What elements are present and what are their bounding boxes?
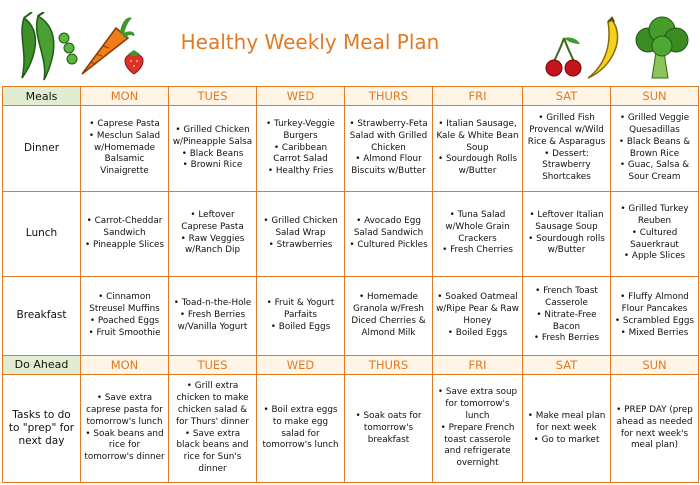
meal-list <box>436 387 519 470</box>
meal-item: • Raw Veggies w/Ranch Dip <box>172 234 253 258</box>
meal-list <box>436 292 519 339</box>
meal-item: • Italian Sausage, Kale & White Bean Soup <box>436 119 519 154</box>
meal-cell <box>169 276 257 355</box>
day-header: SAT <box>523 355 611 374</box>
meal-item: • French Toast Casserole <box>526 286 607 310</box>
meal-list <box>172 125 253 172</box>
meal-item: • Toad-n-the-Hole <box>172 298 253 310</box>
meal-item: • Grilled Chicken Salad Wrap <box>260 216 341 240</box>
day-header: SUN <box>611 355 699 374</box>
meal-list <box>614 292 695 339</box>
row-label: Lunch <box>3 191 81 276</box>
meal-item: • Grilled Chicken w/Pineapple Salsa <box>172 125 253 149</box>
row-label: Dinner <box>3 106 81 191</box>
meal-list <box>614 204 695 263</box>
meal-item: • Healthy Fries <box>260 166 341 178</box>
meal-list <box>526 286 607 345</box>
meal-item: • Sourdough Rolls w/Butter <box>436 154 519 178</box>
banana-icon <box>582 16 628 82</box>
meal-list <box>84 393 165 464</box>
meal-item: • Fruit Smoothie <box>84 328 165 340</box>
meal-item: • Prepare French toast casserole and refrigerate overnight <box>436 423 519 470</box>
meal-item: • Save extra black beans and rice for Sun's dinner <box>172 429 253 476</box>
meal-list <box>436 210 519 257</box>
meal-item: • Black Beans & Brown Rice <box>614 137 695 161</box>
meal-list <box>526 113 607 184</box>
meal-item: • Leftover Caprese Pasta <box>172 210 253 234</box>
meal-item: • Leftover Italian Sausage Soup <box>526 210 607 234</box>
header-row <box>3 87 699 106</box>
day-header: MON <box>81 87 169 106</box>
meal-item: • Cultured Pickles <box>348 240 429 252</box>
meal-cell <box>257 375 345 483</box>
day-header: SUN <box>611 87 699 106</box>
meal-item: • Mixed Berries <box>614 328 695 340</box>
day-header: THURS <box>345 355 433 374</box>
meal-item: • Apple Slices <box>614 251 695 263</box>
meal-cell <box>169 375 257 483</box>
meal-cell <box>81 191 169 276</box>
meal-list <box>526 210 607 257</box>
meal-cell <box>433 276 523 355</box>
meal-item: • Soak oats for tomorrow's breakfast <box>348 411 429 446</box>
do-ahead-label: Do Ahead <box>3 355 81 374</box>
day-header: WED <box>257 355 345 374</box>
meal-cell <box>257 191 345 276</box>
day-header: WED <box>257 87 345 106</box>
meal-item: • Scrambled Eggs <box>614 316 695 328</box>
meal-list <box>348 292 429 339</box>
meal-item: • PREP DAY (prep ahead as needed for next week's meal plan) <box>614 405 695 452</box>
meal-list <box>436 119 519 178</box>
meal-cell <box>169 106 257 191</box>
meal-item: • Fresh Berries <box>526 333 607 345</box>
meal-item: • Boiled Eggs <box>260 322 341 334</box>
meal-cell <box>81 276 169 355</box>
meal-item: • Fruit & Yogurt Parfaits <box>260 298 341 322</box>
meal-item: • Caprese Pasta <box>84 119 165 131</box>
peas-icon <box>14 12 84 84</box>
meal-list <box>260 119 341 178</box>
meal-item: • Sourdough rolls w/Butter <box>526 234 607 258</box>
meal-item: • Tuna Salad w/Whole Grain Crackers <box>436 210 519 245</box>
meal-item: • Turkey-Veggie Burgers <box>260 119 341 143</box>
meal-item: • Guac, Salsa & Sour Cream <box>614 160 695 184</box>
day-header: SAT <box>523 87 611 106</box>
meal-item: • Dessert: Strawberry Shortcakes <box>526 149 607 184</box>
tasks-row <box>3 375 699 483</box>
day-header: TUES <box>169 355 257 374</box>
meal-item: • Pineapple Slices <box>84 240 165 252</box>
meal-list <box>348 119 429 178</box>
meal-list <box>348 216 429 251</box>
meal-item: • Carrot-Cheddar Sandwich <box>84 216 165 240</box>
header-row <box>3 355 699 374</box>
meal-item: • Poached Eggs <box>84 316 165 328</box>
meal-cell <box>523 375 611 483</box>
meal-list <box>84 292 165 339</box>
meal-item: • Cultured Sauerkraut <box>614 228 695 252</box>
meal-cell <box>523 106 611 191</box>
meal-list <box>348 411 429 446</box>
meal-cell <box>81 106 169 191</box>
meal-cell <box>433 106 523 191</box>
meal-item: • Go to market <box>526 435 607 447</box>
day-header: FRI <box>433 87 523 106</box>
meal-plan-table <box>2 86 699 483</box>
meal-item: • Browni Rice <box>172 160 253 172</box>
meal-item: • Caribbean Carrot Salad <box>260 143 341 167</box>
day-header: TUES <box>169 87 257 106</box>
header <box>0 0 700 86</box>
meal-cell <box>345 276 433 355</box>
row-label: Breakfast <box>3 276 81 355</box>
meal-item: • Fresh Cherries <box>436 245 519 257</box>
cherries-icon <box>544 36 584 78</box>
meal-item: • Black Beans <box>172 149 253 161</box>
strawberry-icon <box>120 48 148 76</box>
meal-item: • Homemade Granola w/Fresh Diced Cherries & Almond Milk <box>348 292 429 339</box>
meal-item: • Soak beans and rice for tomorrow's dinner <box>84 429 165 464</box>
meal-item: • Fluffy Almond Flour Pancakes <box>614 292 695 316</box>
meal-item: • Grilled Veggie Quesadillas <box>614 113 695 137</box>
meal-list <box>172 381 253 475</box>
meal-list <box>614 113 695 184</box>
meal-item: • Boil extra eggs to make egg salad for tomorrow's lunch <box>260 405 341 452</box>
meal-item: • Save extra soup for tomorrow's lunch <box>436 387 519 422</box>
day-header: THURS <box>345 87 433 106</box>
meal-row <box>3 106 699 191</box>
meal-cell <box>611 375 699 483</box>
meal-row <box>3 191 699 276</box>
meal-item: • Strawberry-Feta Salad with Grilled Chicken <box>348 119 429 154</box>
meal-item: • Save extra caprese pasta for tomorrow's lunch <box>84 393 165 428</box>
meal-item: • Mesclun Salad w/Homemade Balsamic Vinaigrette <box>84 131 165 178</box>
meal-item: • Boiled Eggs <box>436 328 519 340</box>
meal-item: • Grill extra chicken to make chicken salad & for Thurs' dinner <box>172 381 253 428</box>
meal-item: • Strawberries <box>260 240 341 252</box>
meal-item: • Avocado Egg Salad Sandwich <box>348 216 429 240</box>
meal-cell <box>611 191 699 276</box>
meal-item: • Grilled Turkey Reuben <box>614 204 695 228</box>
meal-item: • Grilled Fish Provencal w/Wild Rice & Asparagus <box>526 113 607 148</box>
meal-cell <box>81 375 169 483</box>
meals-label: Meals <box>3 87 81 106</box>
meal-cell <box>169 191 257 276</box>
meal-cell <box>523 191 611 276</box>
meal-row <box>3 276 699 355</box>
meal-list <box>172 298 253 333</box>
meal-item: • Nitrate-Free Bacon <box>526 310 607 334</box>
meal-cell <box>611 276 699 355</box>
meal-cell <box>433 191 523 276</box>
meal-item: • Almond Flour Biscuits w/Butter <box>348 154 429 178</box>
meal-list <box>172 210 253 257</box>
meal-cell <box>345 191 433 276</box>
meal-list <box>260 216 341 251</box>
meal-item: • Soaked Oatmeal w/Ripe Pear & Raw Honey <box>436 292 519 327</box>
meal-cell <box>345 106 433 191</box>
meal-list <box>84 216 165 251</box>
meal-list <box>260 405 341 452</box>
meal-list <box>614 405 695 452</box>
meal-list <box>84 119 165 178</box>
meal-item: • Make meal plan for next week <box>526 411 607 435</box>
meal-cell <box>433 375 523 483</box>
meal-list <box>526 411 607 446</box>
meal-item: • Fresh Berries w/Vanilla Yogurt <box>172 310 253 334</box>
meal-cell <box>611 106 699 191</box>
meal-list <box>260 298 341 333</box>
meal-cell <box>523 276 611 355</box>
tasks-label: Tasks to do to "prep" for next day <box>3 375 81 483</box>
page-title: Healthy Weekly Meal Plan <box>180 30 440 54</box>
meal-item: • Cinnamon Streusel Muffins <box>84 292 165 316</box>
meal-cell <box>257 106 345 191</box>
meal-cell <box>257 276 345 355</box>
broccoli-icon <box>632 16 692 80</box>
day-header: FRI <box>433 355 523 374</box>
day-header: MON <box>81 355 169 374</box>
meal-cell <box>345 375 433 483</box>
